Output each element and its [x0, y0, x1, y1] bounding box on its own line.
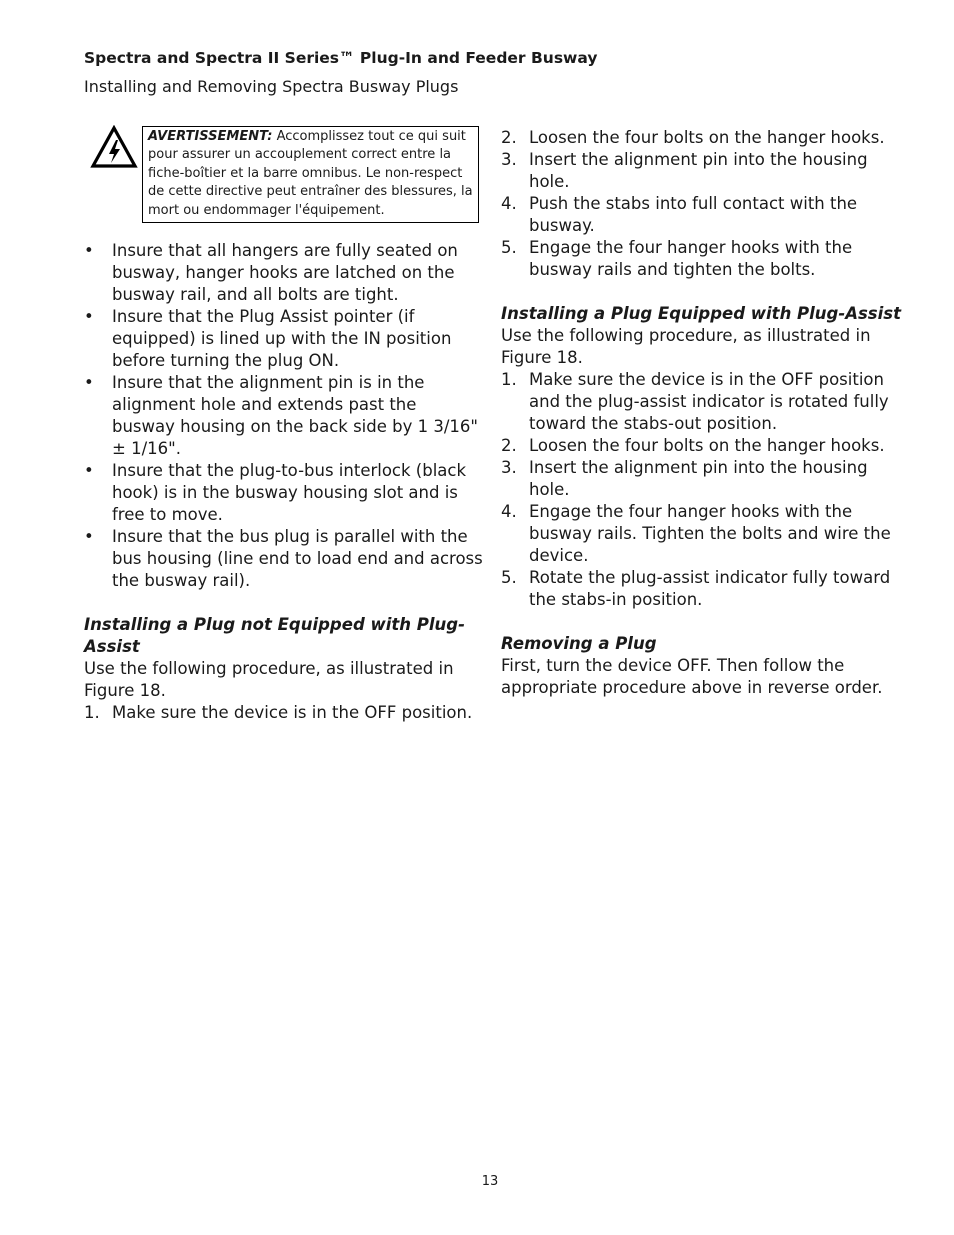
list-item: • Insure that the Plug Assist pointer (if equipped) is lined up with the IN position before turning the plug ON.	[84, 307, 452, 370]
step-item: 4. Engage the four hanger hooks with the busway rails. Tighten the bolts and wire the device.	[501, 502, 891, 565]
steps-not-assist-right	[501, 127, 901, 281]
step-item: 3. Insert the alignment pin into the housing hole.	[501, 150, 868, 191]
section-intro-assist: Use the following procedure, as illustrated in Figure 18.	[501, 326, 871, 367]
right-column	[501, 127, 901, 699]
step-item: 1. Make sure the device is in the OFF position and the plug-assist indicator is rotated fully toward the stabs-out position.	[501, 370, 889, 433]
bullet: •	[84, 461, 94, 480]
bullet: •	[84, 307, 94, 326]
page-header-subtitle: Installing and Removing Spectra Busway Plugs	[84, 77, 459, 96]
section-intro-not-assist: Use the following procedure, as illustrated in Figure 18.	[84, 659, 454, 700]
list-item: • Insure that the bus plug is parallel with the bus housing (line end to load end and across the busway rail).	[84, 527, 483, 590]
step-item: 4. Push the stabs into full contact with the busway.	[501, 194, 858, 235]
page-number: 13	[481, 1174, 499, 1189]
step-item: 2. Loosen the four bolts on the hanger hooks.	[501, 128, 885, 147]
warning-text: Accomplissez tout ce qui suit pour assurer un accouplement correct entre la fiche-boîtier et la barre omnibus. Le non-respect de cette directive peut entraîner des blessures, la mort ou endommager l'équipement.	[148, 129, 473, 218]
step-item: 1. Make sure the device is in the OFF position.	[84, 703, 473, 722]
warning-box	[142, 126, 479, 223]
installation-checklist	[84, 240, 484, 592]
list-item: • Insure that all hangers are fully seated on busway, hanger hooks are latched on the busway rail, and all bolts are tight.	[84, 241, 458, 304]
section-text-remove: First, turn the device OFF. Then follow the appropriate procedure above in reverse order.	[501, 656, 883, 697]
step-item: 5. Rotate the plug-assist indicator fully toward the stabs-in position.	[501, 568, 891, 609]
section-heading-assist: Installing a Plug Equipped with Plug-Assist	[501, 304, 901, 323]
bullet: •	[84, 527, 94, 546]
warning-label: AVERTISSEMENT:	[148, 129, 273, 144]
steps-not-assist-left	[84, 702, 484, 724]
step-item: 2. Loosen the four bolts on the hanger hooks.	[501, 436, 885, 455]
steps-assist	[501, 369, 901, 611]
page-header-title: Spectra and Spectra II Series™ Plug-In and Feeder Busway	[84, 49, 598, 67]
bullet: •	[84, 241, 94, 260]
list-item: • Insure that the plug-to-bus interlock (black hook) is in the busway housing slot and is free to move.	[84, 461, 467, 524]
list-item: • Insure that the alignment pin is in the alignment hole and extends past the busway housing on the back side by 1 3/16" ± 1/16".	[84, 373, 479, 458]
section-heading-not-assist: Installing a Plug not Equipped with Plug-Assist	[84, 615, 465, 656]
step-item: 3. Insert the alignment pin into the housing hole.	[501, 458, 868, 499]
section-heading-remove: Removing a Plug	[501, 634, 657, 653]
step-item: 5. Engage the four hanger hooks with the busway rails and tighten the bolts.	[501, 238, 853, 279]
left-column	[84, 240, 484, 724]
bullet: •	[84, 373, 94, 392]
electrical-hazard-icon	[90, 125, 138, 169]
